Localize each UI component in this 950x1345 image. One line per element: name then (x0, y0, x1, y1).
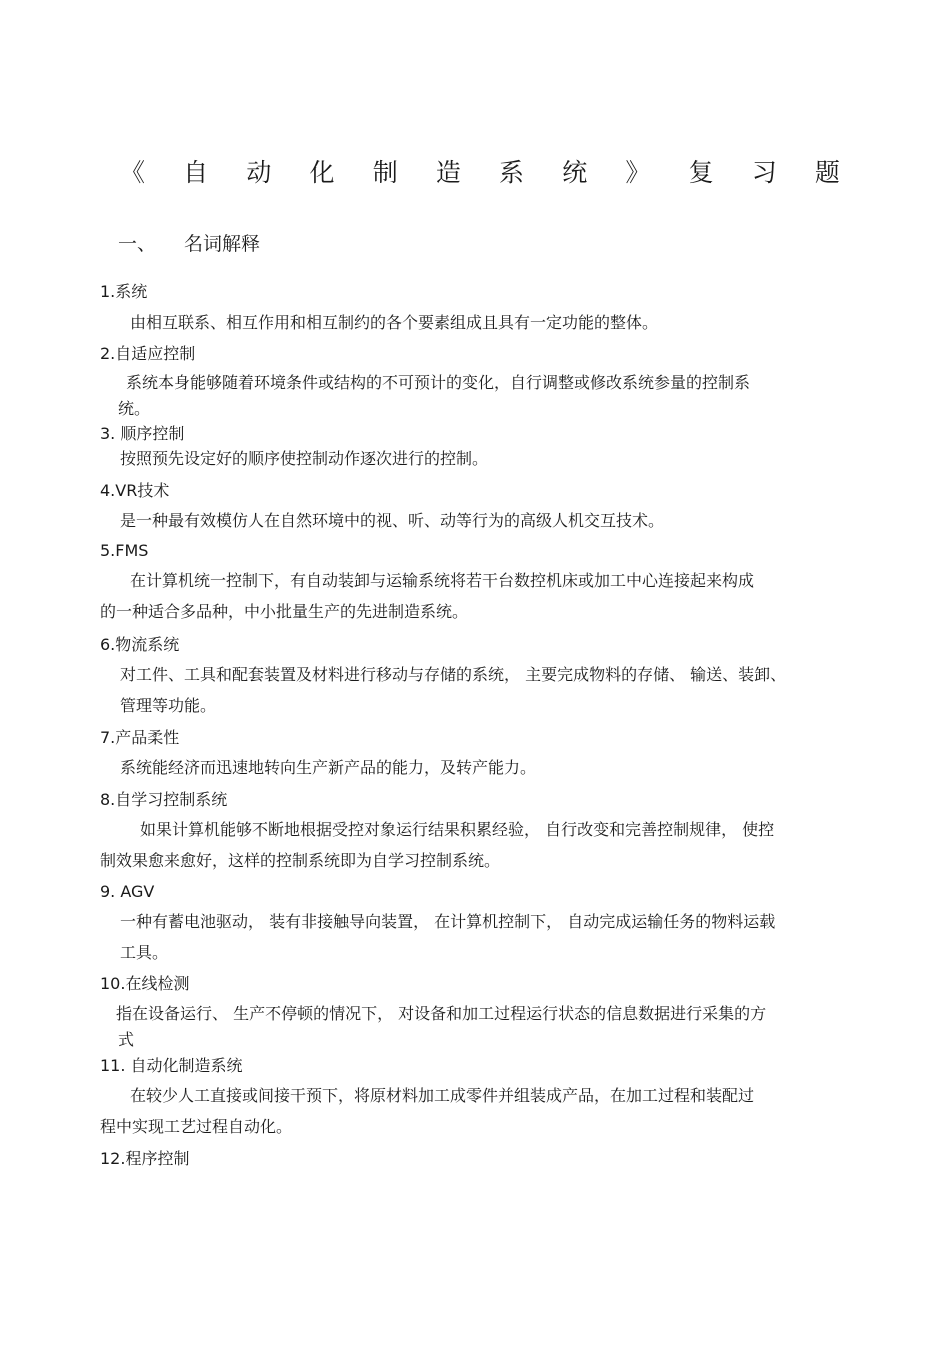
term-definition-line: 系统本身能够随着环境条件或结构的不可预计的变化，自行调整或修改系统参量的控制系 (126, 373, 751, 392)
term-definition-line: 的一种适合多品种，中小批量生产的先进制造系统。 (100, 602, 469, 621)
term-definition-line: 系统能经济而迅速地转向生产新产品的能力，及转产能力。 (120, 758, 537, 777)
title-char: 造 (435, 158, 461, 187)
term-definition-line: 统。 (118, 399, 151, 418)
term-definition-line: 在计算机统一控制下，有自动装卸与运输系统将若干台数控机床或加工中心连接起来构成 (130, 571, 755, 590)
term-heading: 12.程序控制 (100, 1149, 190, 1168)
title-char: 统 (562, 158, 588, 187)
term-heading: 1.系统 (100, 282, 148, 301)
term-heading: 8.自学习控制系统 (100, 790, 228, 809)
title-char: 自 (183, 158, 209, 187)
term-definition-line: 一种有蓄电池驱动， 装有非接触导向装置， 在计算机控制下， 自动完成运输任务的物料运载 (120, 912, 776, 931)
term-definition-line: 制效果愈来愈好，这样的控制系统即为自学习控制系统。 (100, 851, 501, 870)
term-heading: 4.VR技术 (100, 481, 170, 500)
title-char: 动 (246, 158, 272, 187)
title-char: 制 (372, 158, 398, 187)
term-heading: 3. 顺序控制 (100, 424, 185, 443)
term-definition-line: 式 (118, 1030, 135, 1049)
title-char: 《 (120, 158, 146, 187)
term-definition-line: 程中实现工艺过程自动化。 (100, 1117, 293, 1136)
term-definition-line: 由相互联系、相互作用和相互制约的各个要素组成且具有一定功能的整体。 (130, 313, 659, 332)
term-definition-line: 对工件、工具和配套装置及材料进行移动与存储的系统， 主要完成物料的存储、 输送、装卸、 (120, 665, 787, 684)
title-char: 化 (309, 158, 335, 187)
term-heading: 10.在线检测 (100, 974, 190, 993)
section-number: 一、 (118, 233, 157, 255)
title-char: 习 (751, 158, 777, 187)
title-char: 复 (688, 158, 714, 187)
section-heading (118, 231, 260, 257)
term-definition-line: 是一种最有效模仿人在自然环境中的视、听、动等行为的高级人机交互技术。 (120, 511, 665, 530)
title-char: 系 (499, 158, 525, 187)
term-definition-line: 管理等功能。 (120, 696, 217, 715)
title-char: 题 (814, 158, 840, 187)
term-definition-line: 指在设备运行、 生产不停顿的情况下， 对设备和加工过程运行状态的信息数据进行采集的方 (116, 1004, 767, 1023)
term-heading: 5.FMS (100, 541, 149, 560)
term-heading: 7.产品柔性 (100, 728, 180, 747)
term-heading: 11. 自动化制造系统 (100, 1056, 243, 1075)
term-definition-line: 按照预先设定好的顺序使控制动作逐次进行的控制。 (120, 449, 489, 468)
term-definition-line: 在较少人工直接或间接干预下，将原材料加工成零件并组装成产品，在加工过程和装配过 (130, 1086, 755, 1105)
document-title (120, 158, 840, 188)
title-char: 》 (625, 158, 651, 187)
section-label: 名词解释 (184, 233, 261, 255)
term-heading: 2.自适应控制 (100, 344, 196, 363)
term-heading: 9. AGV (100, 882, 155, 901)
term-definition-line: 工具。 (120, 943, 169, 962)
term-heading: 6.物流系统 (100, 635, 180, 654)
term-definition-line: 如果计算机能够不断地根据受控对象运行结果积累经验， 自行改变和完善控制规律， 使控 (140, 820, 775, 839)
